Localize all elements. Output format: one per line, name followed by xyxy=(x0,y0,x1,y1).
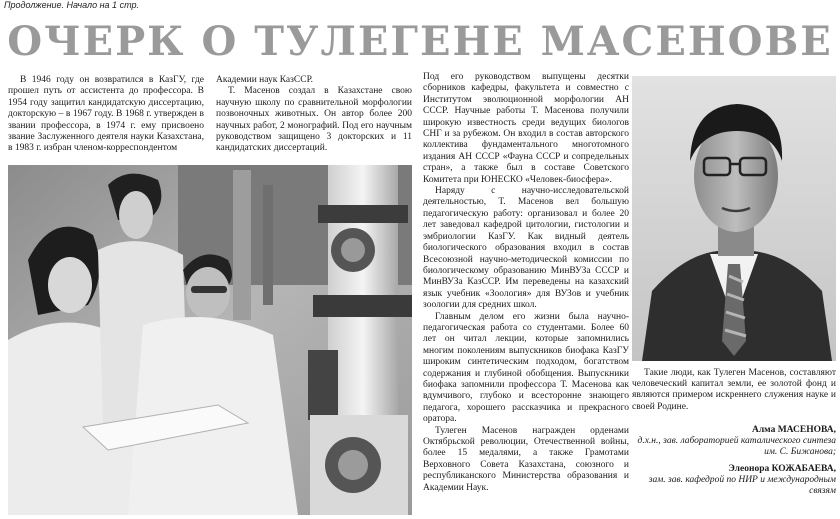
author-name: Алма МАСЕНОВА, xyxy=(751,425,836,435)
paragraph: Тулеген Масенов награжден орденами Октябрьской революции, Отечественной войны, более 15 медалями, а также Грамотами Верховного Совета Казахстана, союзного и республиканского Министерства образования и Академии Наук. xyxy=(423,425,629,493)
author-role: зам. зав. кафедрой по НИР и международным связям xyxy=(648,475,836,496)
article-column-2 xyxy=(216,75,412,155)
paragraph: Под его руководством выпущены десятки сборников кафедры, факультета и совместно с Институтом эволюционной морфологии АН СССР. Научные работы Т. Масенова получили широкую известность среди ведущих биологов СНГ и за рубежом. Он входил в состав авторского коллектива фундаментального многотомного издания АН СССР «Фауна СССР и сопредельных стран», а также был в составе Советского Комитета при ЮНЕСКО «Человек-биосфера». xyxy=(423,72,629,185)
author-name: Элеонора КОЖАБАЕВА, xyxy=(728,464,836,474)
laboratory-photo xyxy=(8,165,412,515)
caption-text: Такие люди, как Тулеген Масенов, составляют человеческий капитал земли, ее золотой фонд и являются примером искреннего служения науке и своей Родине. xyxy=(632,368,836,412)
author-signature xyxy=(632,464,836,497)
article-column-3 xyxy=(423,72,629,494)
paragraph: Т. Масенов создал в Казахстане свою научную школу по сравнительной морфологии позвоночных животных. Он автор более 200 научных работ, 2 монографий. Под его научным руководством защищено 3 докторских и 11 кандидатских диссертаций. xyxy=(216,86,412,154)
page-title: ОЧЕРК О ТУЛЕГЕНЕ МАСЕНОВЕ xyxy=(7,18,833,65)
continuation-note: Продолжение. Начало на 1 стр. xyxy=(4,0,139,10)
photo-caption xyxy=(632,368,836,413)
paragraph: Главным делом его жизни была научно-педагогическая работа со студентами. Более 60 лет он читал лекции, которые запомнились многим поколениям выпускников биофака КазГУ широким синтетическим подходом, богатством содержания и глубиной обобщения. Выпускники биофака запомнили профессора Т. Масенова как вдумчивого, глубоко и всесторонне знающего педагога, хорошего рассказчика и прекрасного оратора. xyxy=(423,311,629,425)
author-signature xyxy=(632,425,836,458)
paragraph: Академии наук КазССР. xyxy=(216,75,314,85)
author-role: д.х.н., зав. лабораторией каталического синтеза им. С. Бижанова; xyxy=(637,436,836,457)
paragraph: В 1946 году он возвратился в КазГУ, где прошел путь от ассистента до профессора. В 1954 году защитил кандидатскую диссертацию, докторскую – в 1967 году. В 1968 г. утвержден в звании профессора, в 1974 г. ему присвоено звание Заслуженного деятеля науки Казахстана, в 1983 г. избран членом-корреспондентом xyxy=(8,75,204,154)
portrait-photo xyxy=(632,76,836,361)
paragraph: Наряду с научно-исследовательской деятельностью, Т. Масенов вел большую педагогическую работу: организовал и более 20 лет заведовал кафедрой цитологии, гистологии и эмбриологии КазГУ. Как видный деятель биологического образования входил в состав Всесоюзной научно-методической комиссии по биологическому образованию МинВУЗа СССР и МинВУЗа КазССР. Им переведены на казахский язык учебник «Зоология» для ВУЗов и учебник зоологии для средних школ. xyxy=(423,186,629,311)
article-column-1 xyxy=(8,75,204,155)
